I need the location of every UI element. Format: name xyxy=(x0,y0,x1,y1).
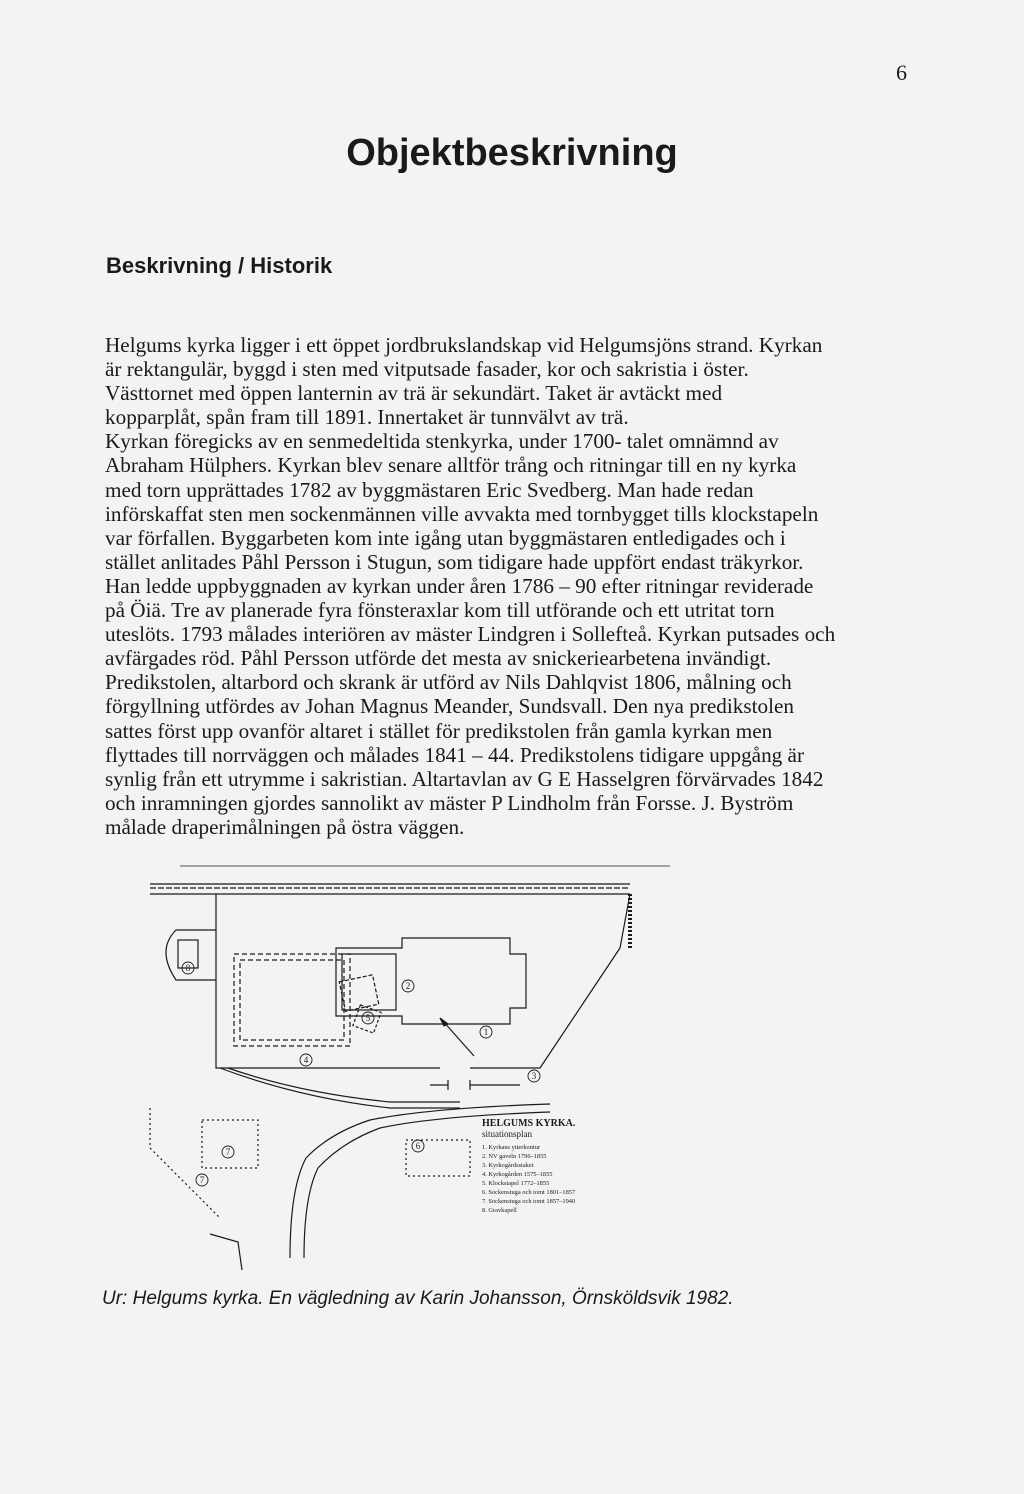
body-line: på Öiä. Tre av planerade fyra fönsteraxlar kom till utförande och ett utritat torn xyxy=(105,598,775,623)
plan-subtitle: situationsplan xyxy=(482,1129,532,1139)
plan-north-arrow xyxy=(442,1020,474,1056)
body-line: uteslöts. 1793 målades interiören av mäster Lindgren i Sollefteå. Kyrkan putsades och xyxy=(105,622,836,647)
legend-item: 4. Kyrkogården 1575–1855 xyxy=(482,1171,553,1178)
marker-label: 7 xyxy=(199,1175,205,1185)
body-line: är rektangulär, byggd i sten med vitputsade fasader, kor och sakristia i öster. xyxy=(105,357,749,382)
body-line: var förfallen. Byggarbeten kom inte igång utan byggmästaren entledigades och i xyxy=(105,525,786,550)
site-plan-drawing xyxy=(130,858,670,1278)
body-line: Helgums kyrka ligger i ett öppet jordbrukslandskap vid Helgumsjöns strand. Kyrkan xyxy=(105,333,823,357)
marker-label: 6 xyxy=(415,1141,421,1151)
marker-label: 3 xyxy=(531,1071,537,1081)
plan-dotted-boundary xyxy=(150,1108,220,1218)
body-line: stället anlitades Påhl Persson i Stugun, som tidigare hade uppfört endast träkyrkor. xyxy=(105,549,804,574)
plan-gravkapell xyxy=(166,930,216,980)
body-line: Kyrkan föregicks av en senmedeltida stenkyrka, under 1700- talet omnämnd av xyxy=(105,429,779,454)
body-line: Han ledde uppbyggnaden av kyrkan under åren 1786 – 90 efter ritningar reviderade xyxy=(105,573,814,598)
plan-detail-curve xyxy=(210,1234,242,1270)
figure-caption: Ur: Helgums kyrka. En vägledning av Karin Johansson, Örnsköldsvik 1982. xyxy=(102,1288,734,1309)
plan-path xyxy=(228,1068,460,1102)
plan-north-arrow-head xyxy=(440,1018,448,1026)
body-line: Predikstolen, altarbord och skrank är utförd av Nils Dahlqvist 1806, målning och xyxy=(105,670,792,695)
marker-label: 7 xyxy=(225,1147,231,1157)
body-line: förgyllning utfördes av Johan Magnus Meander, Sundsvall. Den nya predikstolen xyxy=(105,694,794,719)
body-text xyxy=(105,333,915,839)
marker-label: 4 xyxy=(303,1055,309,1065)
legend-item: 7. Sockenstuga och tomt 1857–1940 xyxy=(482,1198,576,1205)
marker-label: 2 xyxy=(405,981,411,991)
page-title: Objektbeskrivning xyxy=(346,132,678,174)
legend-item: 1. Kyrkans ytterkontur xyxy=(482,1144,541,1151)
marker-label: 1 xyxy=(483,1027,489,1037)
plan-church-outline xyxy=(336,938,526,1024)
marker-label: 5 xyxy=(365,1013,371,1023)
body-line: Västtornet med öppen lanternin av trä är sekundärt. Taket är avtäckt med xyxy=(105,381,723,406)
body-line: avfärgades röd. Påhl Persson utförde det mesta av snickeriearbetena invändigt. xyxy=(105,646,772,671)
plan-legend xyxy=(482,1118,576,1214)
plan-old-gable xyxy=(339,975,378,1011)
body-line: och inramningen gjordes sannolikt av mäster P Lindholm från Forsse. J. Byström xyxy=(105,790,794,815)
marker-label: 8 xyxy=(185,963,191,973)
body-line: synlig från ett utrymme i sakristian. Altartavlan av G E Hasselgren förvärvades 1842 xyxy=(105,766,824,791)
body-line: Abraham Hülphers. Kyrkan blev senare alltför trång och ritningar till en ny kyrka xyxy=(105,453,797,478)
legend-item: 8. Gravkapell xyxy=(482,1207,517,1214)
plan-title: HELGUMS KYRKA. xyxy=(482,1118,576,1129)
page-number: 6 xyxy=(896,60,907,85)
plan-sockenstuga-plot xyxy=(202,1120,258,1168)
body-line: flyttades till norrväggen och målades 1841 – 44. Predikstolens tidigare uppgång är xyxy=(105,742,805,767)
plan-old-churchyard xyxy=(234,954,350,1046)
body-line: sattes först upp ovanför altaret i stället för predikstolen från gamla kyrkan men xyxy=(105,718,773,743)
legend-item: 6. Sockenstuga och tomt 1801–1857 xyxy=(482,1189,576,1196)
body-line: med torn upprättades 1782 av byggmästaren Eric Svedberg. Man hade redan xyxy=(105,477,754,502)
body-line: målade draperimålningen på östra väggen. xyxy=(105,814,465,839)
section-heading: Beskrivning / Historik xyxy=(106,253,333,278)
legend-item: 5. Klockstapel 1772–1855 xyxy=(482,1180,550,1187)
body-line: införskaffat sten men sockenmännen ville avvakta med tornbygget tills klockstapeln xyxy=(105,501,819,526)
legend-item: 2. NV gaveln 1796–1855 xyxy=(482,1153,547,1160)
plan-old-churchyard xyxy=(240,960,344,1040)
plan-churchyard-wall xyxy=(470,948,620,1068)
body-line: kopparplåt, spån fram till 1891. Innertaket är tunnvälvt av trä. xyxy=(105,405,629,430)
legend-item: 3. Kyrkogårdsstaket xyxy=(482,1162,534,1169)
